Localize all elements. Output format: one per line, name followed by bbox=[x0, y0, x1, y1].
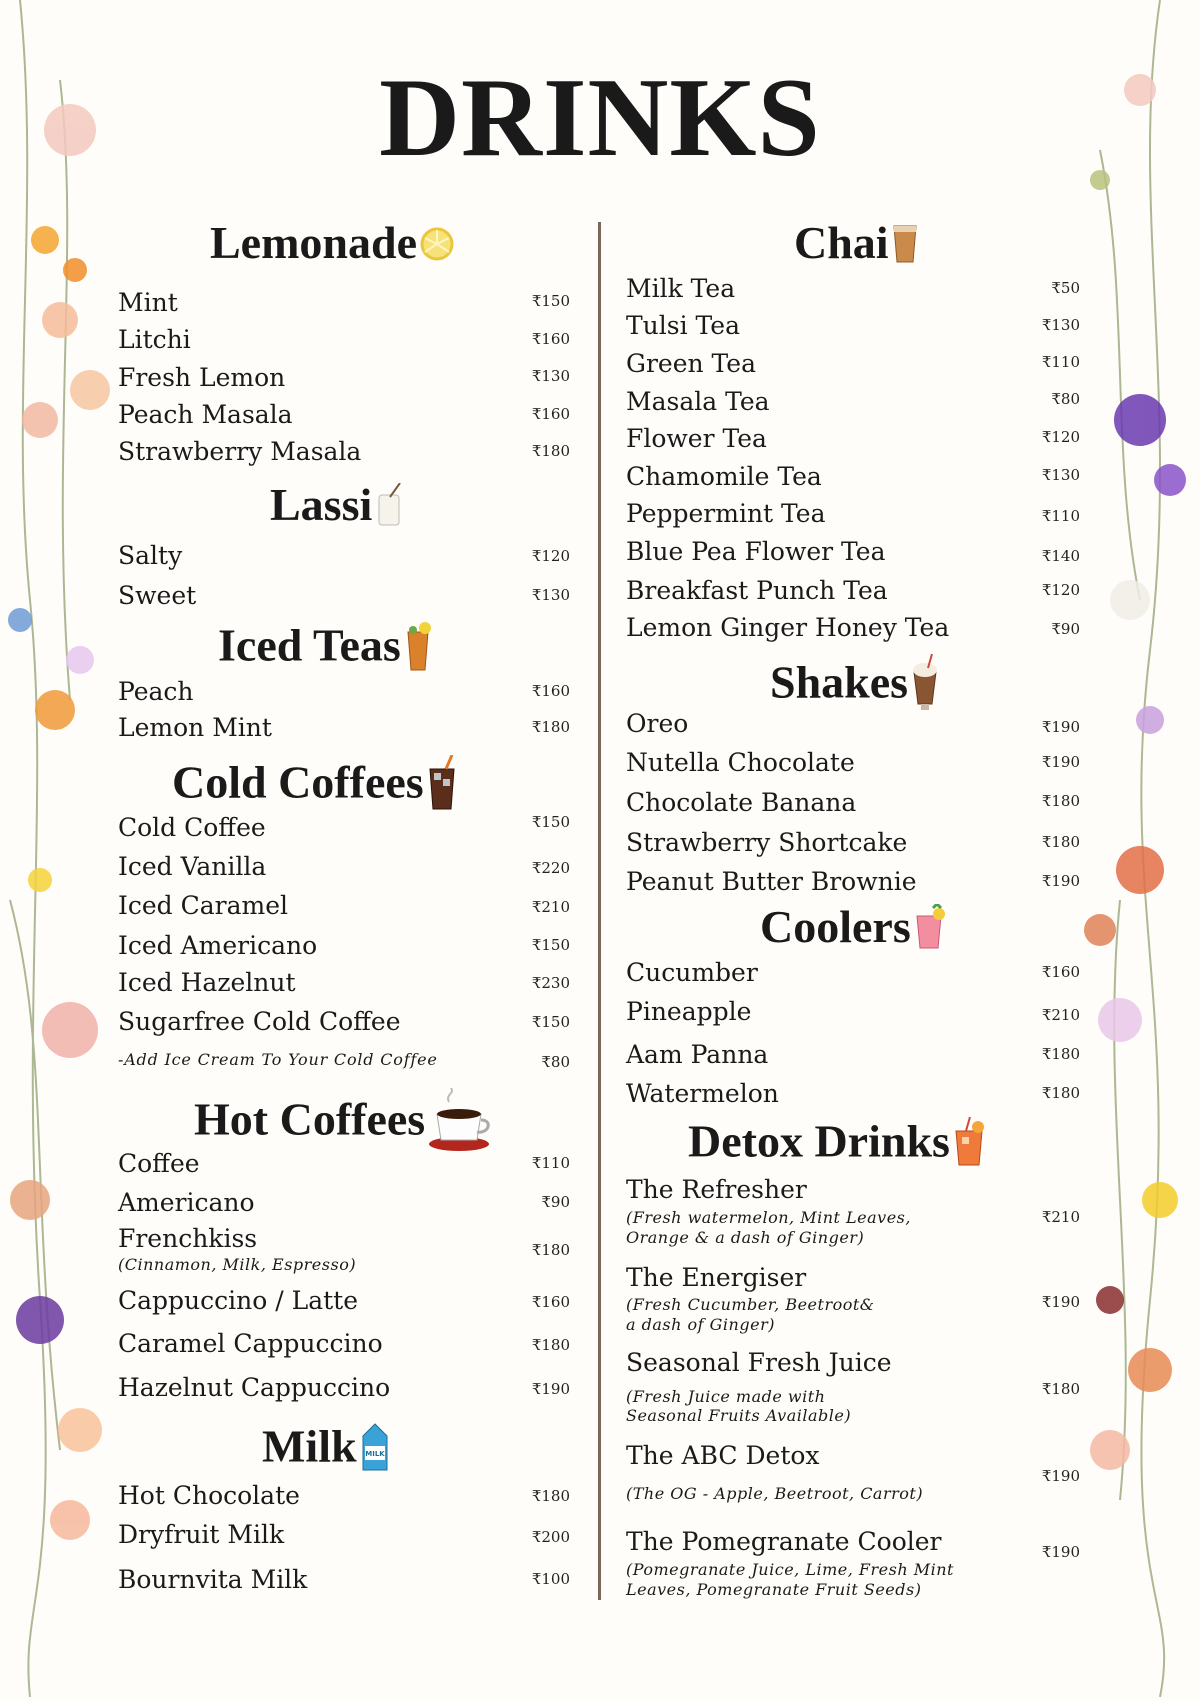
milk-carton-icon bbox=[359, 1422, 391, 1480]
item-price: ₹200 bbox=[531, 1528, 570, 1546]
menu-item: Sweet bbox=[118, 581, 197, 610]
section-heading-milk: Milk MILK bbox=[262, 1422, 391, 1480]
menu-item: Strawberry Masala bbox=[118, 437, 362, 466]
menu-item: Strawberry Shortcake bbox=[626, 828, 908, 857]
menu-item: The ABC Detox bbox=[626, 1441, 820, 1470]
menu-item: Iced Caramel bbox=[118, 891, 289, 920]
iced-tea-icon bbox=[403, 620, 433, 680]
menu-item: Chamomile Tea bbox=[626, 462, 822, 491]
item-price: ₹190 bbox=[1041, 718, 1080, 736]
item-price: ₹180 bbox=[531, 1336, 570, 1354]
menu-item: Iced Americano bbox=[118, 931, 318, 960]
item-price: ₹150 bbox=[531, 936, 570, 954]
item-price: ₹110 bbox=[1041, 353, 1080, 371]
item-price: ₹210 bbox=[1041, 1208, 1080, 1226]
item-price: ₹230 bbox=[531, 974, 570, 992]
item-price: ₹190 bbox=[1041, 753, 1080, 771]
menu-addon: -Add Ice Cream To Your Cold Coffee bbox=[118, 1050, 438, 1069]
lassi-glass-icon bbox=[374, 483, 404, 535]
item-note: (Fresh watermelon, Mint Leaves, bbox=[626, 1208, 911, 1227]
item-note: (Pomegranate Juice, Lime, Fresh Mint bbox=[626, 1560, 954, 1579]
item-price: ₹110 bbox=[1041, 507, 1080, 525]
item-price: ₹210 bbox=[1041, 1006, 1080, 1024]
menu-item: Watermelon bbox=[626, 1079, 779, 1108]
left-floral-border bbox=[0, 0, 150, 1697]
item-price: ₹190 bbox=[1041, 1543, 1080, 1561]
item-note: (Fresh Juice made with bbox=[626, 1387, 826, 1406]
menu-item: Cucumber bbox=[626, 958, 758, 987]
item-price: ₹90 bbox=[541, 1193, 570, 1211]
menu-item: Sugarfree Cold Coffee bbox=[118, 1007, 401, 1036]
item-price: ₹180 bbox=[1041, 1380, 1080, 1398]
item-price: ₹210 bbox=[531, 898, 570, 916]
item-price: ₹150 bbox=[531, 1013, 570, 1031]
column-divider bbox=[598, 222, 601, 1600]
milkshake-icon bbox=[910, 654, 940, 720]
detox-drink-icon bbox=[952, 1117, 986, 1175]
section-heading-chai: Chai bbox=[794, 220, 919, 272]
section-heading-detox-drinks: Detox Drinks bbox=[688, 1117, 986, 1175]
menu-item: The Refresher bbox=[626, 1175, 807, 1204]
item-price: ₹130 bbox=[1041, 466, 1080, 484]
section-heading-hot-coffees: Hot Coffees bbox=[194, 1088, 493, 1160]
item-price: ₹160 bbox=[531, 405, 570, 423]
item-price: ₹180 bbox=[531, 442, 570, 460]
item-note: (Fresh Cucumber, Beetroot& bbox=[626, 1295, 875, 1314]
page-title: DRINKS bbox=[379, 56, 821, 180]
item-note: a dash of Ginger) bbox=[626, 1315, 775, 1334]
section-heading-shakes: Shakes bbox=[770, 654, 940, 720]
menu-item: The Pomegranate Cooler bbox=[626, 1527, 942, 1556]
item-price: ₹150 bbox=[531, 813, 570, 831]
item-price: ₹220 bbox=[531, 859, 570, 877]
item-price: ₹180 bbox=[531, 1487, 570, 1505]
menu-item: Fresh Lemon bbox=[118, 363, 286, 392]
menu-item: Iced Vanilla bbox=[118, 852, 267, 881]
item-price: ₹50 bbox=[1051, 279, 1080, 297]
item-price: ₹180 bbox=[1041, 833, 1080, 851]
item-price: ₹190 bbox=[531, 1380, 570, 1398]
item-price: ₹190 bbox=[1041, 1293, 1080, 1311]
item-price: ₹180 bbox=[531, 1241, 570, 1259]
menu-item: Flower Tea bbox=[626, 424, 767, 453]
menu-item: Bournvita Milk bbox=[118, 1565, 308, 1594]
menu-item: Seasonal Fresh Juice bbox=[626, 1348, 892, 1377]
item-price: ₹190 bbox=[1041, 872, 1080, 890]
section-heading-cold-coffees: Cold Coffees bbox=[172, 755, 458, 819]
menu-item: Iced Hazelnut bbox=[118, 968, 296, 997]
menu-item: Peanut Butter Brownie bbox=[626, 867, 917, 896]
menu-item: Cappuccino / Latte bbox=[118, 1286, 359, 1315]
item-price: ₹180 bbox=[1041, 1084, 1080, 1102]
section-heading-coolers: Coolers bbox=[760, 904, 947, 958]
menu-item: Hot Chocolate bbox=[118, 1481, 300, 1510]
item-price: ₹150 bbox=[531, 292, 570, 310]
menu-item: Peach Masala bbox=[118, 400, 293, 429]
item-price: ₹160 bbox=[531, 682, 570, 700]
menu-item: Dryfruit Milk bbox=[118, 1520, 285, 1549]
menu-item: Peppermint Tea bbox=[626, 499, 826, 528]
item-price: ₹180 bbox=[1041, 1045, 1080, 1063]
menu-item: Litchi bbox=[118, 325, 191, 354]
section-heading-lemonade: Lemonade bbox=[210, 220, 455, 270]
section-heading-lassi: Lassi bbox=[270, 482, 404, 535]
menu-item: Lemon Mint bbox=[118, 713, 272, 742]
item-price: ₹160 bbox=[1041, 963, 1080, 981]
item-note: Leaves, Pomegranate Fruit Seeds) bbox=[626, 1580, 922, 1599]
menu-item: Masala Tea bbox=[626, 387, 770, 416]
hot-coffee-cup-icon bbox=[427, 1088, 493, 1160]
menu-item: Cold Coffee bbox=[118, 813, 266, 842]
menu-item: Lemon Ginger Honey Tea bbox=[626, 613, 950, 642]
menu-item: Oreo bbox=[626, 709, 689, 738]
item-price: ₹130 bbox=[1041, 316, 1080, 334]
item-price: ₹160 bbox=[531, 1293, 570, 1311]
item-note: (Cinnamon, Milk, Espresso) bbox=[118, 1255, 357, 1274]
menu-item: Americano bbox=[118, 1188, 255, 1217]
item-price: ₹80 bbox=[541, 1053, 570, 1071]
cold-coffee-icon bbox=[426, 755, 458, 819]
menu-item: Mint bbox=[118, 288, 178, 317]
svg-text:MILK: MILK bbox=[364, 1450, 385, 1458]
menu-item: Frenchkiss bbox=[118, 1224, 258, 1253]
item-price: ₹180 bbox=[1041, 792, 1080, 810]
menu-item: Nutella Chocolate bbox=[626, 748, 855, 777]
menu-item: Green Tea bbox=[626, 349, 756, 378]
item-price: ₹130 bbox=[531, 367, 570, 385]
item-price: ₹140 bbox=[1041, 547, 1080, 565]
menu-item: The Energiser bbox=[626, 1263, 807, 1292]
menu-item: Breakfast Punch Tea bbox=[626, 576, 888, 605]
item-price: ₹120 bbox=[1041, 581, 1080, 599]
item-price: ₹130 bbox=[531, 586, 570, 604]
item-price: ₹120 bbox=[1041, 428, 1080, 446]
item-price: ₹100 bbox=[531, 1570, 570, 1588]
section-heading-iced-teas: Iced Teas bbox=[218, 620, 433, 680]
item-price: ₹160 bbox=[531, 330, 570, 348]
item-price: ₹190 bbox=[1041, 1467, 1080, 1485]
item-price: ₹180 bbox=[531, 718, 570, 736]
menu-item: Aam Panna bbox=[626, 1040, 769, 1069]
chai-glass-icon bbox=[891, 222, 919, 272]
lemon-icon bbox=[419, 224, 455, 270]
item-note: Seasonal Fruits Available) bbox=[626, 1406, 852, 1425]
item-note: Orange & a dash of Ginger) bbox=[626, 1228, 865, 1247]
menu-item: Pineapple bbox=[626, 997, 752, 1026]
item-price: ₹120 bbox=[531, 547, 570, 565]
menu-item: Tulsi Tea bbox=[626, 311, 740, 340]
item-price: ₹80 bbox=[1051, 390, 1080, 408]
cooler-drink-icon bbox=[913, 904, 947, 958]
menu-item: Blue Pea Flower Tea bbox=[626, 537, 886, 566]
item-note: (The OG - Apple, Beetroot, Carrot) bbox=[626, 1484, 924, 1503]
menu-item: Hazelnut Cappuccino bbox=[118, 1373, 391, 1402]
menu-item: Milk Tea bbox=[626, 274, 736, 303]
menu-item: Chocolate Banana bbox=[626, 788, 857, 817]
item-price: ₹90 bbox=[1051, 620, 1080, 638]
menu-item: Salty bbox=[118, 541, 183, 570]
item-price: ₹110 bbox=[531, 1154, 570, 1172]
menu-item: Peach bbox=[118, 677, 194, 706]
menu-item: Coffee bbox=[118, 1149, 200, 1178]
menu-item: Caramel Cappuccino bbox=[118, 1329, 383, 1358]
